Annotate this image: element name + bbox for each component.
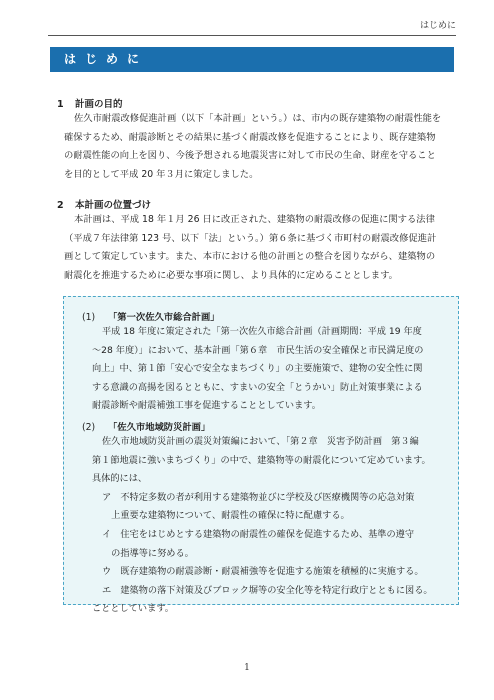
box-line: 上重要な建築物について、耐震性の確保に特に配慮する。 [102, 510, 350, 522]
section-heading-purpose [57, 96, 123, 110]
section-title: 本計画の位置づけ [75, 200, 152, 211]
chapter-banner: はじめに [50, 47, 454, 72]
box-line: する意識の高揚を図るとともに、すまいの安全「とうかい」防止対策事業による [92, 381, 423, 393]
box-line: 耐震診断や耐震補強工事を促進することとしています。 [92, 400, 321, 412]
box-line: 佐久市地域防災計画の震災対策編において、「第２章 災害予防計画 第３編 [102, 436, 419, 447]
item-body-disaster-plan [92, 433, 433, 619]
box-line: イ 住宅をはじめとする建築物の耐震性の確保を促進するため、基準の遵守 [102, 528, 415, 540]
box-line: エ 建築物の落下対策及びブロック塀等の安全化等を特定行政庁とともに図る。 [102, 584, 433, 596]
body-line: 耐震化を推進するために必要な事項に関し、より具体的に定めることとします。 [64, 269, 398, 281]
running-header: はじめに [419, 21, 456, 31]
box-line: ア 不特定多数の者が利用する建築物並びに学校及び医療機関等の応急対策 [102, 491, 415, 503]
body-line: 確保するため、耐震診断とその結果に基づく耐震改修を促進することにより、既存建築物 [64, 131, 436, 143]
item-number: (1) [82, 312, 96, 323]
body-line: 佐久市耐震改修促進計画（以下「本計画」という。）は、市内の既存建築物の耐震性能を [74, 113, 442, 124]
page-number: 1 [244, 663, 250, 673]
box-line: ～28 年度）」において、基本計画「第６章 市民生活の安全確保と市民満足度の [92, 344, 424, 356]
item-title: 「佐久市地域防災計画」 [108, 422, 211, 433]
box-line: の指導等に努める。 [102, 547, 194, 559]
header-rule [48, 35, 456, 36]
section-body-positioning [64, 211, 454, 285]
box-line: 第１節地震に強いまちづくり」の中で、建築物等の耐震化について定めています。 [92, 454, 431, 466]
section-number: 2 [57, 200, 64, 211]
item-heading-comprehensive-plan [82, 309, 220, 323]
section-number: 1 [57, 99, 64, 110]
body-line: の耐震性能の向上を図り、今後予想される地震災害に対して市民の生命、財産を守ること [64, 150, 436, 161]
body-line: 画として策定しています。また、本市における他の計画との整合を図りながら、建築物の [64, 251, 436, 262]
body-line: を目的として平成 20 年３月に策定しました。 [64, 168, 259, 180]
box-line: 向上」中、第１節「安心で安全なまちづくり」の主要施策で、建物の安全性に関 [92, 363, 423, 375]
body-line: 本計画は、平成 18 年１月 26 日に改正された、建築物の耐震改修の促進に関する法律 [74, 214, 435, 225]
section-body-purpose [64, 110, 454, 184]
related-plans-box [63, 296, 459, 615]
item-body-comprehensive-plan [92, 323, 423, 416]
item-heading-disaster-plan [82, 419, 210, 433]
section-title: 計画の目的 [75, 99, 123, 110]
box-line: こととしています。 [92, 603, 174, 615]
body-line: （平成７年法律第 123 号、以下「法」という。）第６条に基づく市町村の耐震改修促進計 [64, 232, 437, 244]
box-line: 具体的には、 [92, 473, 148, 485]
item-title: 「第一次佐久市総合計画」 [108, 312, 220, 323]
section-heading-positioning [57, 197, 151, 211]
box-line: ウ 既存建築物の耐震診断・耐震補強等を促進する施策を積極的に実施する。 [102, 566, 424, 578]
item-number: (2) [82, 422, 96, 433]
box-line: 平成 18 年度に策定された「第一次佐久市総合計画（計画期間：平成 19 年度 [102, 326, 422, 337]
